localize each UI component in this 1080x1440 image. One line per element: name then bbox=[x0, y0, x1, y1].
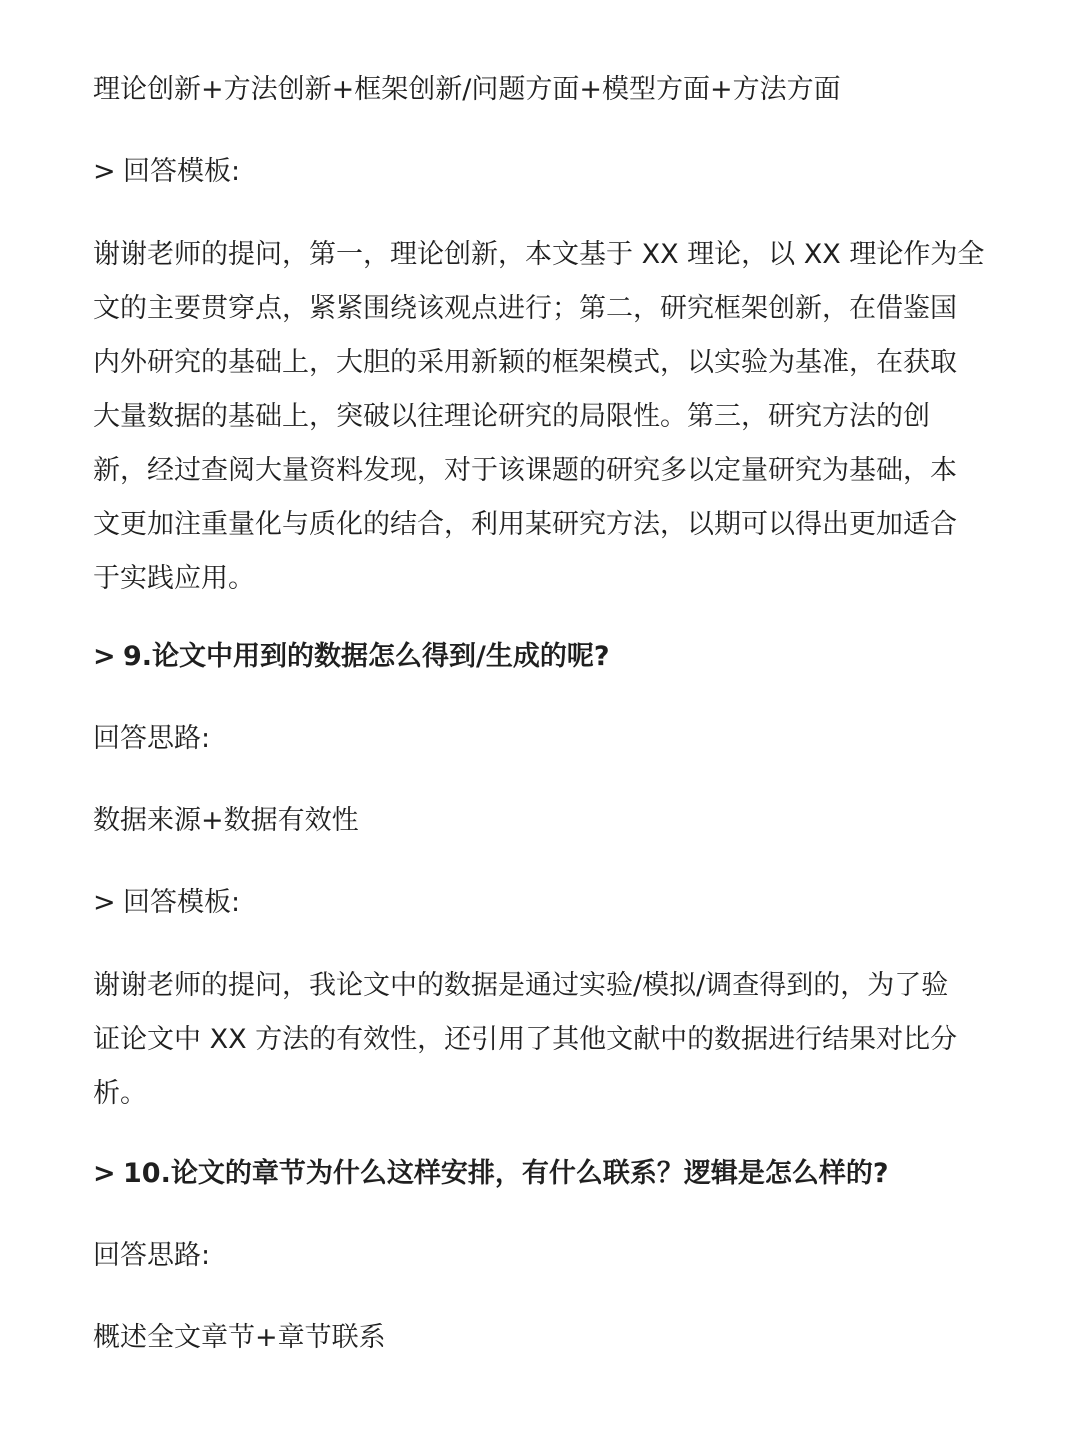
paragraph-line: 证论文中 XX 方法的有效性，还引用了其他文献中的数据进行结果对比分 bbox=[93, 1024, 958, 1055]
blockquote-marker: > bbox=[93, 156, 116, 187]
paragraph-line: 内外研究的基础上，大胆的采用新颖的框架模式，以实验为基准，在获取 bbox=[93, 347, 957, 378]
innovation-formula: 理论创新+方法创新+框架创新/问题方面+模型方面+方法方面 bbox=[93, 74, 841, 105]
blockquote-marker: > bbox=[93, 641, 116, 672]
paragraph-line: 析。 bbox=[93, 1078, 147, 1109]
paragraph-line: 于实践应用。 bbox=[93, 563, 255, 594]
paragraph-line: 大量数据的基础上，突破以往理论研究的局限性。第三，研究方法的创 bbox=[93, 401, 930, 432]
answer-template-label: 回答模板: bbox=[123, 156, 241, 187]
question-9-text: 9.论文中用到的数据怎么得到/生成的呢? bbox=[123, 641, 610, 672]
paragraph-line: 文的主要贯穿点，紧紧围绕该观点进行；第二，研究框架创新，在借鉴国 bbox=[93, 293, 957, 324]
paragraph-line: 文更加注重量化与质化的结合，利用某研究方法，以期可以得出更加适合 bbox=[93, 509, 957, 540]
answer-template-heading bbox=[93, 876, 993, 930]
answer-template-heading bbox=[93, 145, 993, 199]
question-9-heading bbox=[93, 630, 993, 684]
answer-thinking-label: 回答思路: bbox=[93, 723, 211, 754]
answer-paragraph-data bbox=[93, 959, 993, 1121]
paragraph-line: 谢谢老师的提问，第一，理论创新，本文基于 XX 理论，以 XX 理论作为全 bbox=[93, 239, 985, 270]
chapter-formula: 概述全文章节+章节联系 bbox=[93, 1322, 386, 1353]
blockquote-marker: > bbox=[93, 1158, 116, 1189]
paragraph-line: 谢谢老师的提问，我论文中的数据是通过实验/模拟/调查得到的，为了验 bbox=[93, 970, 949, 1001]
question-10-text: 10.论文的章节为什么这样安排，有什么联系？逻辑是怎么样的? bbox=[123, 1158, 889, 1189]
paragraph-line: 新，经过查阅大量资料发现，对于该课题的研究多以定量研究为基础，本 bbox=[93, 455, 957, 486]
question-10-heading bbox=[93, 1147, 993, 1201]
answer-template-label: 回答模板: bbox=[123, 887, 241, 918]
blockquote-marker: > bbox=[93, 887, 116, 918]
data-formula: 数据来源+数据有效性 bbox=[93, 805, 359, 836]
answer-thinking-label: 回答思路: bbox=[93, 1240, 211, 1271]
answer-paragraph-innovation bbox=[93, 228, 993, 606]
